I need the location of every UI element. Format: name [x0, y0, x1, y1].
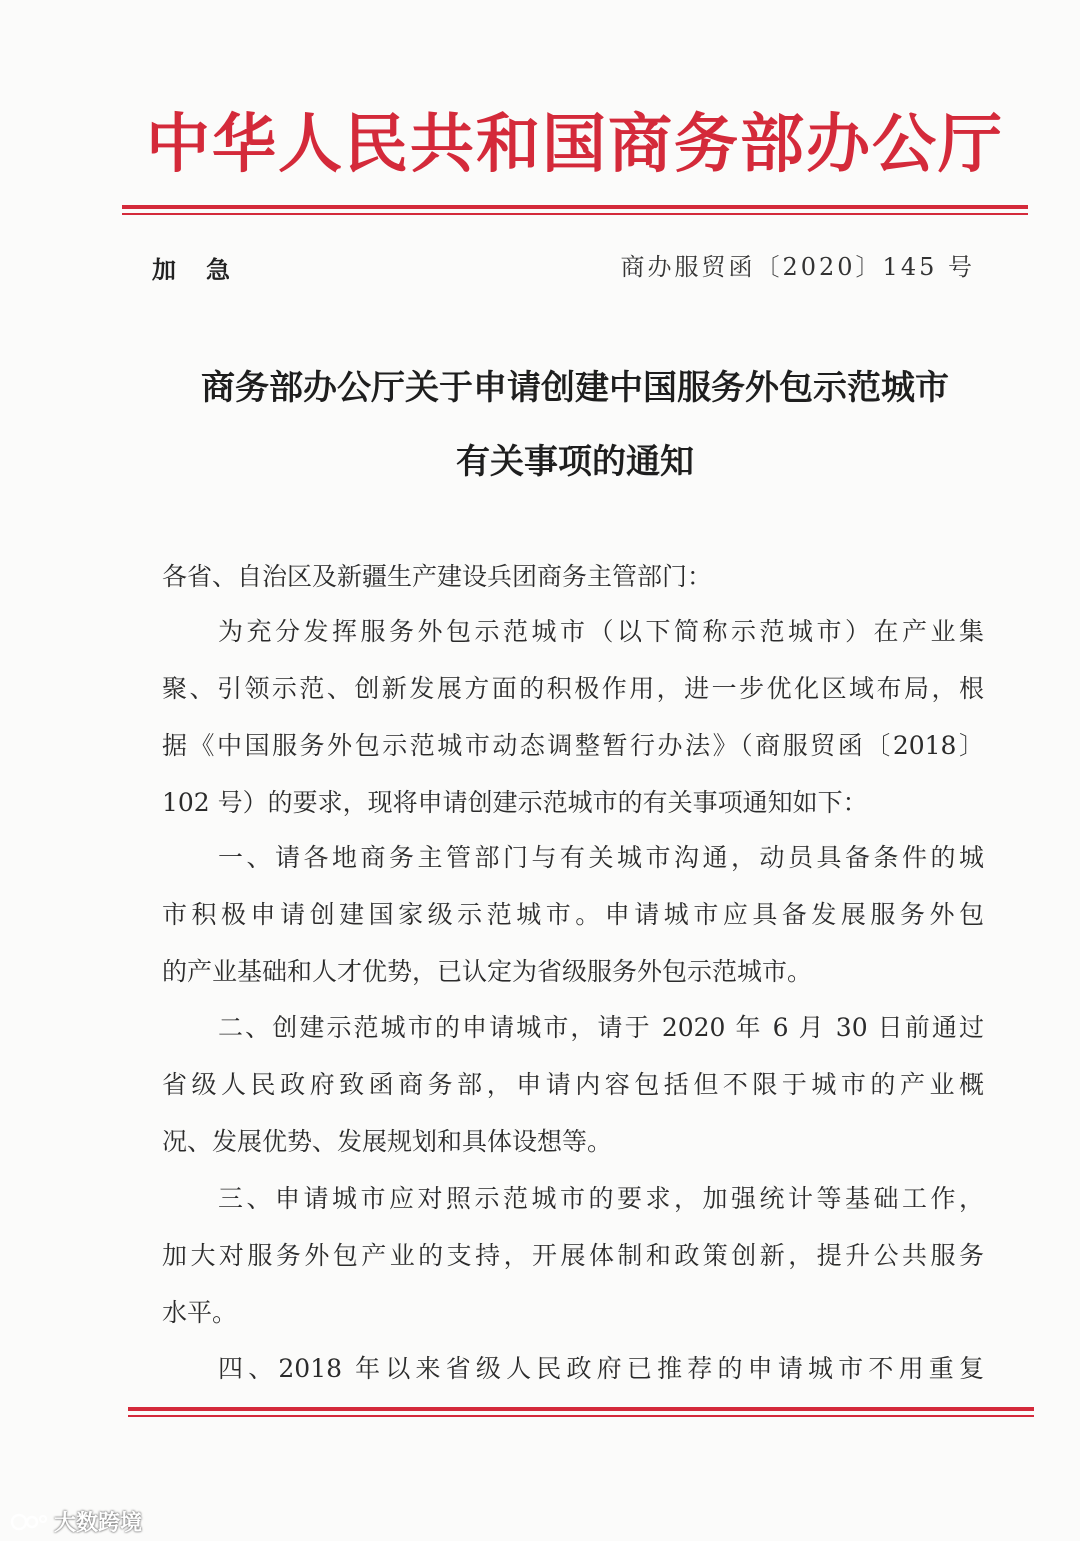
urgency-label: 加急	[152, 256, 260, 284]
watermark-logo-icon	[10, 1510, 50, 1534]
footer-rule-thick	[128, 1407, 1034, 1411]
item-3-line: 水平。	[162, 1298, 238, 1327]
watermark-text: 大数跨境	[54, 1511, 143, 1536]
intro-paragraph-line: 据《中国服务外包示范城市动态调整暂行办法》（商服贸函〔2018〕	[162, 731, 984, 760]
item-3-line: 加大对服务外包产业的支持，开展体制和政策创新，提升公共服务	[162, 1241, 984, 1270]
item-4-line: 四、2018 年以来省级人民政府已推荐的申请城市不用重复	[218, 1354, 984, 1383]
watermark	[10, 1506, 142, 1537]
document-number: 商办服贸函〔2020〕145 号	[620, 253, 975, 281]
item-1-line: 一、请各地商务主管部门与有关城市沟通，动员具备条件的城	[218, 843, 984, 872]
header-rule-thin	[122, 213, 1028, 215]
item-3-line: 三、申请城市应对照示范城市的要求，加强统计等基础工作，	[218, 1184, 984, 1213]
item-1-line: 市积极申请创建国家级示范城市。申请城市应具备发展服务外包	[162, 900, 984, 929]
item-1-line: 的产业基础和人才优势，已认定为省级服务外包示范城市。	[162, 957, 813, 986]
salutation: 各省、自治区及新疆生产建设兵团商务主管部门：	[162, 562, 713, 591]
footer-rule-thin	[128, 1415, 1034, 1417]
item-2-line: 二、创建示范城市的申请城市，请于 2020 年 6 月 30 日前通过	[218, 1013, 984, 1042]
document-title-line-1: 商务部办公厅关于申请创建中国服务外包示范城市	[201, 368, 949, 408]
intro-paragraph-line: 为充分发挥服务外包示范城市（以下简称示范城市）在产业集	[218, 617, 984, 646]
item-2-line: 省级人民政府致函商务部，申请内容包括但不限于城市的产业概	[162, 1070, 984, 1099]
intro-paragraph-line: 聚、引领示范、创新发展方面的积极作用，进一步优化区域布局，根	[162, 674, 984, 703]
issuer-header: 中华人民共和国商务部办公厅	[146, 108, 1004, 182]
header-rule-thick	[122, 205, 1028, 209]
item-2-line: 况、发展优势、发展规划和具体设想等。	[162, 1127, 613, 1156]
intro-paragraph-line: 102 号）的要求，现将申请创建示范城市的有关事项通知如下：	[162, 788, 868, 817]
document-title-line-2: 有关事项的通知	[456, 442, 694, 482]
